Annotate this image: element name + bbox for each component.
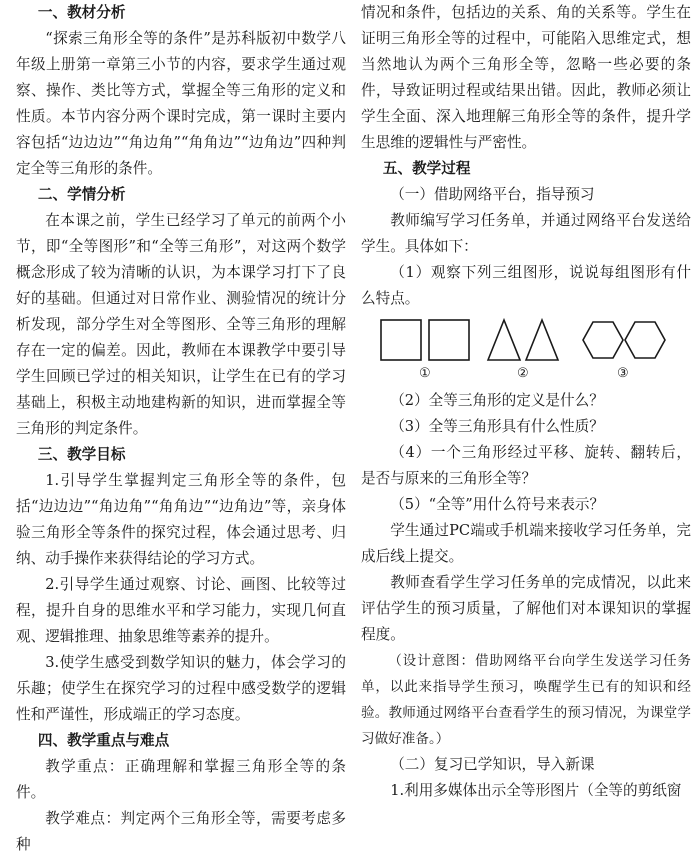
triangle-shape-2 [526,320,558,360]
question-5: （5）“全等”用什么符号来表示？ [390,496,605,513]
subsection-title-review: （二）复习已学知识，导入新课 [390,756,595,773]
section-title-teaching-process: 五、教学过程 [382,160,471,177]
hexagon-shape-2 [625,322,665,358]
square-shape-1 [381,320,421,360]
figure-label-2: ② [517,366,529,381]
paragraph-task-sheet: 教师编写学习任务单，并通过网络平台发送给学生。具体如下： [361,212,691,255]
shapes-figure [361,316,691,366]
right-column [361,0,691,804]
hexagon-shape-1 [583,322,623,358]
section-title-teaching-goals: 三、教学目标 [37,446,126,463]
paragraph-goal-3: 3.使学生感受到数学知识的魅力，体会学习的乐趣；使学生在探究学习的过程中感受数学的逻辑性和严谨性，形成端正的学习态度。 [16,654,346,723]
subsection-title-preview: （一）借助网络平台，指导预习 [390,186,595,203]
design-intent-note: （设计意图：借助网络平台向学生发送学习任务单，以此来指导学生预习，唤醒学生已有的知识和经验。教师通过网络平台查看学生的预习情况，为课堂学习做好准备。） [361,653,691,747]
paragraph-difficult-point: 教学难点：判定两个三角形全等，需要考虑多种 [16,810,346,853]
figure-labels [361,366,691,388]
section-title-key-points: 四、教学重点与难点 [37,732,170,749]
paragraph-key-point: 教学重点：正确理解和掌握三角形全等的条件。 [16,758,346,801]
figure-label-1: ① [419,366,431,381]
section-title-student-analysis: 二、学情分析 [37,186,126,203]
paragraph-student-submit: 学生通过PC端或手机端来接收学习任务单，完成后线上提交。 [361,522,691,565]
question-1: （1）观察下列三组图形，说说每组图形有什么特点。 [361,264,691,307]
congruent-shapes-diagram [361,316,691,366]
paragraph-difficulty-continued: 情况和条件，包括边的关系、角的关系等。学生在证明三角形全等的过程中，可能陷入思维定式，想当然地认为两个三角形全等，忽略一些必要的条件，导致证明过程或结果出错。因此，教师必须让学生全面、深入地理解三角形全等的条件，提升学生思维的逻辑性与严密性。 [361,4,691,151]
square-shape-2 [429,320,469,360]
paragraph-student-analysis: 在本课之前，学生已经学习了单元的前两个小节，即“全等图形”和“全等三角形”，对这两个数学概念形成了较为清晰的认识，为本课学习打下了良好的基础。但通过对日常作业、测验情况的统计分析发现，部分学生对全等图形、全等三角形的理解存在一定的偏差。因此，教师在本课教学中要引导学生回顾已学过的相关知识，让学生在已有的学习基础上，积极主动地建构新的知识，进而掌握全等三角形的判定条件。 [16,212,346,437]
left-column [16,0,346,858]
paragraph-goal-2: 2.引导学生通过观察、讨论、画图、比较等过程，提升自身的思维水平和学习能力，实现几何直观、逻辑推理、抽象思维等素养的提升。 [16,576,346,645]
paragraph-teacher-review: 教师查看学生学习任务单的完成情况，以此来评估学生的预习质量，了解他们对本课知识的掌握程度。 [361,574,691,643]
triangle-shape-1 [488,320,520,360]
figure-label-3: ③ [617,366,629,381]
question-4: （4）一个三角形经过平移、旋转、翻转后，是否与原来的三角形全等？ [361,444,691,487]
paragraph-multimedia: 1.利用多媒体出示全等形图片（全等的剪纸窗 [390,782,682,799]
question-3: （3）全等三角形具有什么性质？ [390,418,604,435]
paragraph-material-analysis: “探索三角形全等的条件”是苏科版初中数学八年级上册第一章第三小节的内容，要求学生通过观察、操作、类比等方式，掌握全等三角形的定义和性质。本节内容分两个课时完成，第一课时主要内容包括“边边边”“角边角”“角角边”“边角边”四种判定全等三角形的条件。 [16,30,346,177]
question-2: （2）全等三角形的定义是什么？ [390,392,604,409]
section-title-material-analysis: 一、教材分析 [37,4,126,21]
paragraph-goal-1: 1.引导学生掌握判定三角形全等的条件，包括“边边边”“角边角”“角角边”“边角边”等，亲身体验三角形全等条件的探究过程，体会通过思考、归纳、动手操作来获得结论的学习方式。 [16,472,346,567]
